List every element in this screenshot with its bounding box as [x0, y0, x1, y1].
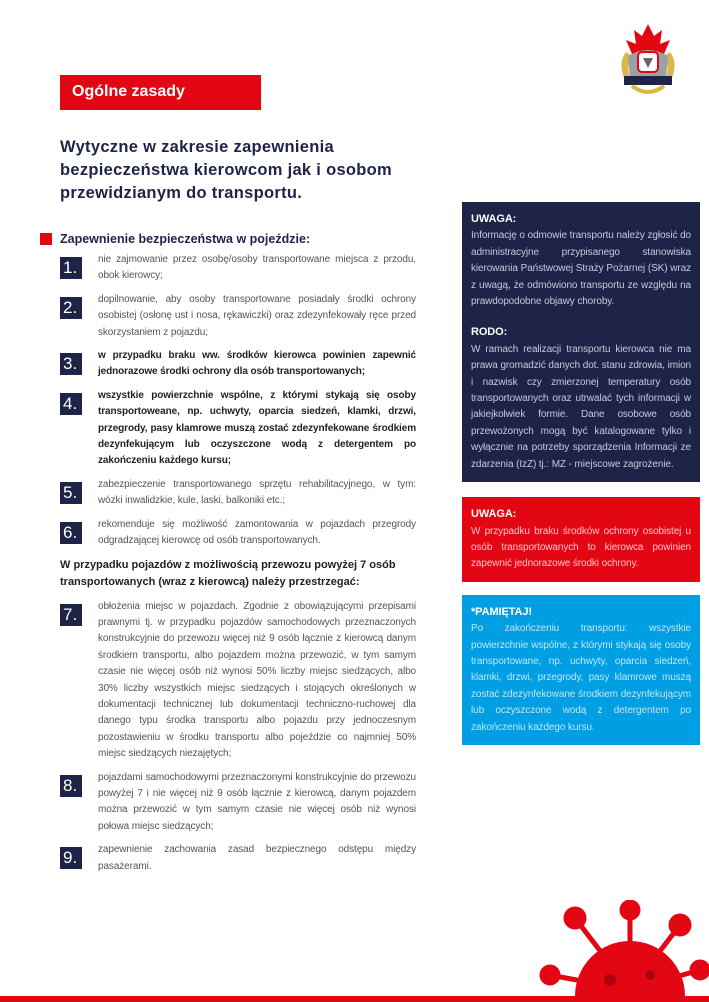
item-number: 5. [60, 482, 82, 504]
box-text: Informację o odmowie transportu należy zgłosić do administracyjne przypisanego stanowiska kierowania Państwowej Straży Pożarnej (SK) wraz z uwagą, że odmówiono transportu ze względu na prawdopodobne objawy choroby. [471, 230, 691, 308]
info-box-uwaga-rodo [462, 202, 700, 482]
list-item [60, 477, 416, 510]
bullet-square-icon [40, 233, 52, 245]
box-title: RODO: [471, 326, 508, 339]
item-number: 8. [60, 775, 82, 797]
list-item [60, 842, 416, 875]
paragraph: W przypadku pojazdów z możliwością przewozu powyżej 7 osób transportowanych (wraz z kierowcą) należy przestrzegać: [60, 558, 396, 588]
left-column [40, 232, 416, 882]
item-text: zapewnienie zachowania zasad bezpiecznego odstępu między pasażerami. [98, 844, 416, 872]
list-item [60, 292, 416, 341]
box-title: *PAMIĘTAJ! [471, 605, 532, 618]
list-item [60, 599, 416, 763]
item-text: rekomenduje się możliwość zamontowania w pojazdach przegrody odgradzającej kierowcę od osób transportowanych. [98, 518, 416, 547]
item-number: 9. [60, 847, 82, 869]
box-title: UWAGA: [471, 508, 517, 521]
box-title: UWAGA: [471, 213, 517, 225]
item-number: 7. [60, 604, 82, 626]
item-text: pojazdami samochodowymi przeznaczonymi konstrukcyjnie do przewozu powyżej 7 i nie więcej niż 9 osób łącznie z kierowcą, danym pojazdem można przewozić w tym samym czasie nie więcej osób niż wynosi połowa miejsc siedzących; [98, 771, 416, 832]
page-title: Wytyczne w zakresie zapewnienia bezpieczeństwa kierowcom jak i osobom przewidzianym do transportu. [60, 138, 393, 202]
virus-decoration-icon [520, 900, 709, 996]
box-text: Po zakończeniu transportu: wszystkie powierzchnie wspólne, z którymi stykają się osoby transportowane, np. uchwyty, oparcia siedzeń, klamki, drzwi, przegrody, pasy klamrowe muszą zostać zdezynfekowane środkiem dezynfekującym lub oczyszczone wodą z detergentem po zakończeniu każdego kursu. [471, 623, 691, 733]
footer-bar [0, 996, 709, 1002]
info-box-pamietaj [462, 595, 700, 745]
item-number: 4. [60, 393, 82, 415]
list-item [60, 252, 416, 285]
section-header: Ogólne zasady [60, 75, 261, 110]
item-number: 2. [60, 297, 82, 319]
list-item [60, 517, 416, 550]
list-item [60, 388, 416, 470]
box-text: W ramach realizacji transportu kierowca nie ma prawa gromadzić danych dot. stanu zdrowia, imion i nazwisk czy zmierzonej temperatury osób transportowanych oraz utrwalać tych informacji w jakiejkolwiek formie. Dane osobowe osób przewożonych mogą być katalogowane tylko i wyłącznie na potrzeby sporządzenia Informacji ze zdarzenia (IzZ) tj.: MZ - miejscowe zagrożenie. [471, 343, 691, 470]
item-number: 3. [60, 353, 82, 375]
item-number: 6. [60, 522, 82, 544]
psp-logo [612, 22, 684, 98]
item-text: obłożenia miejsc w pojazdach. Zgodnie z obowiązującymi przepisami prawnymi tj. w przypadku pojazdów samochodowych przeznaczonych konstrukcyjnie do przewozu więcej niż 9 osób łącznie z kierowcą danym środkiem transportu, albo pojazdem można przewozić, w tym samym czasie nie więcej osób niż wynosi 50% liczby miejsc siedzących, albo 30% liczby wszystkich miejsc siedzących i stojących określonych w dokumentacji technicznej lub dokumentacji techniczno-ruchowej dla danego typu środka transportu albo pojazdu przy jednoczesnym pozostawieniu w środku transportu albo pojeździe co najmniej 50% miejsc siedzących niezajętych; [98, 600, 416, 760]
item-text: nie zajmowanie przez osobę/osoby transportowane miejsca z przodu, obok kierowcy; [98, 254, 416, 282]
item-text: w przypadku braku ww. środków kierowca powinien zapewnić jednorazowe środki ochrony dla osób transportowanych; [98, 350, 416, 378]
section-heading [40, 232, 416, 246]
section-heading-text: Zapewnienie bezpieczeństwa w pojeździe: [60, 232, 311, 246]
list-item [60, 348, 416, 381]
item-text: dopilnowanie, aby osoby transportowane posiadały środki ochrony osobistej (osłonę ust i nosa, rękawiczki) oraz zdezynfekowały ręce przed skorzystaniem z pojazdu; [98, 293, 416, 338]
item-text: zabezpieczenie transportowanego sprzętu rehabilitacyjnego, w tym: wózki inwalidzkie, kule, laski, balkoniki etc.; [98, 478, 416, 507]
item-number: 1. [60, 257, 82, 279]
list-item [60, 770, 416, 836]
right-column [462, 202, 700, 745]
box-text: W przypadku braku środków ochrony osobistej u osób transportowanych to kierowca powinien zapewnić jednorazowe środki ochrony. [471, 525, 691, 570]
info-box-uwaga [462, 497, 700, 582]
item-text: wszystkie powierzchnie wspólne, z którymi stykają się osoby transportoweane, np. uchwyty, oparcia siedzeń, klamki, drzwi, przegrody, pasy klamrowe muszą zostać zdezynfekowane środkiem dezynfekującym lub oczyszczone wodą z detergentem po zakończeniu każdego kursu; [98, 389, 416, 467]
